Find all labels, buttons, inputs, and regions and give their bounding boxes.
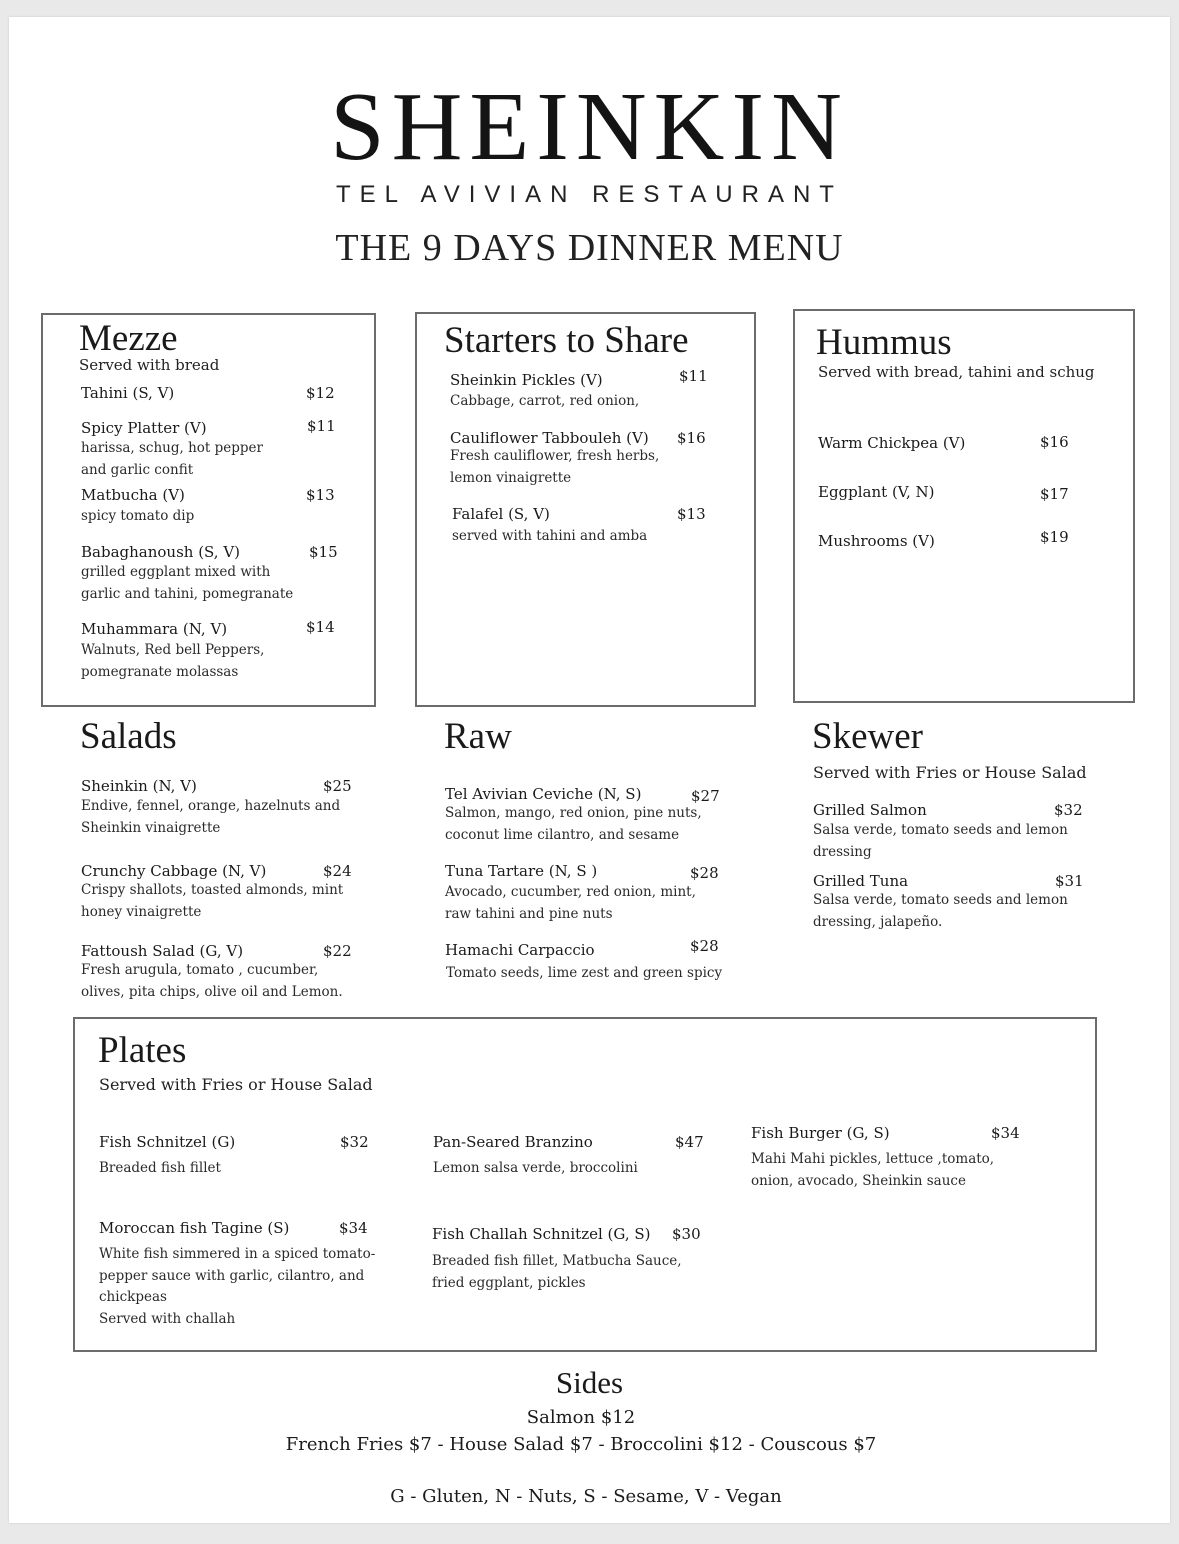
- item-price: $27: [691, 787, 720, 805]
- item-price: $34: [991, 1124, 1020, 1142]
- item-name: Grilled Tuna: [813, 872, 909, 890]
- item-description: Cabbage, carrot, red onion,: [450, 393, 640, 409]
- item-price: $28: [690, 937, 719, 955]
- item-description: spicy tomato dip: [81, 508, 195, 524]
- item-name: Sheinkin Pickles (V): [450, 371, 603, 389]
- sides-line-2: French Fries $7 - House Salad $7 - Broccolini $12 - Couscous $7: [285, 1434, 877, 1455]
- item-price: $31: [1055, 872, 1084, 890]
- item-name: Matbucha (V): [81, 486, 185, 504]
- mezze-note: Served with bread: [79, 356, 220, 374]
- item-price: $32: [1054, 801, 1083, 819]
- restaurant-name: SHEINKIN: [330, 73, 849, 181]
- item-description: Avocado, cucumber, red onion, mint, raw tahini and pine nuts: [445, 884, 696, 922]
- menu-title: THE 9 DAYS DINNER MENU: [335, 227, 844, 269]
- item-price: $13: [306, 486, 335, 504]
- mezze-title: Mezze: [79, 318, 178, 359]
- item-name: Muhammara (N, V): [81, 620, 228, 638]
- item-description: Mahi Mahi pickles, lettuce ,tomato, onion, avocado, Sheinkin sauce: [751, 1151, 995, 1189]
- raw-title: Raw: [444, 716, 512, 757]
- item-price: $13: [677, 505, 706, 523]
- item-name: Fish Challah Schnitzel (G, S): [432, 1225, 651, 1243]
- item-name: Tuna Tartare (N, S ): [445, 862, 598, 880]
- item-name: Eggplant (V, N): [818, 483, 935, 501]
- restaurant-subtitle: TEL AVIVIAN RESTAURANT: [336, 181, 843, 208]
- item-name: Grilled Salmon: [813, 801, 927, 819]
- item-description: harissa, schug, hot pepper and garlic confit: [81, 440, 263, 478]
- sides-line-1: Salmon $12: [526, 1407, 636, 1428]
- item-name: Mushrooms (V): [818, 532, 935, 550]
- item-name: Moroccan fish Tagine (S): [99, 1219, 290, 1237]
- item-description: Crispy shallots, toasted almonds, mint honey vinaigrette: [81, 882, 344, 920]
- item-description: served with tahini and amba: [452, 528, 648, 544]
- plates-note: Served with Fries or House Salad: [99, 1075, 373, 1094]
- item-price: $30: [672, 1225, 701, 1243]
- item-description: grilled eggplant mixed with garlic and tahini, pomegranate: [81, 564, 294, 602]
- starters-title: Starters to Share: [444, 320, 689, 361]
- item-name: Fish Burger (G, S): [751, 1124, 890, 1142]
- item-name: Babaghanoush (S, V): [81, 543, 241, 561]
- sides-title: Sides: [555, 1365, 624, 1400]
- item-price: $14: [306, 618, 335, 636]
- item-description: Walnuts, Red bell Peppers, pomegranate molassas: [81, 642, 265, 680]
- item-price: $16: [677, 429, 706, 447]
- item-name: Tel Avivian Ceviche (N, S): [445, 785, 642, 803]
- item-description: Salmon, mango, red onion, pine nuts, coconut lime cilantro, and sesame: [445, 805, 702, 843]
- item-name: Hamachi Carpaccio: [445, 941, 595, 959]
- item-name: Tahini (S, V): [81, 384, 175, 402]
- item-name: Fish Schnitzel (G): [99, 1133, 236, 1151]
- skewer-note: Served with Fries or House Salad: [813, 763, 1087, 782]
- item-price: $19: [1040, 528, 1069, 546]
- item-name: Warm Chickpea (V): [818, 434, 966, 452]
- item-description: Tomato seeds, lime zest and green spicy: [446, 965, 723, 981]
- item-price: $47: [675, 1133, 704, 1151]
- item-price: $12: [306, 384, 335, 402]
- item-price: $32: [340, 1133, 369, 1151]
- salads-title: Salads: [80, 716, 177, 757]
- item-price: $11: [679, 367, 708, 385]
- item-price: $24: [323, 862, 352, 880]
- item-name: Pan-Seared Branzino: [433, 1133, 593, 1151]
- plates-title: Plates: [98, 1030, 187, 1071]
- skewer-title: Skewer: [812, 716, 923, 757]
- item-price: $17: [1040, 485, 1069, 503]
- item-price: $15: [309, 543, 338, 561]
- item-name: Sheinkin (N, V): [81, 777, 197, 795]
- item-description: Salsa verde, tomato seeds and lemon dressing: [813, 822, 1068, 860]
- item-description: Lemon salsa verde, broccolini: [433, 1160, 638, 1176]
- item-description: Breaded fish fillet, Matbucha Sauce, fried eggplant, pickles: [432, 1253, 682, 1291]
- item-description: Fresh arugula, tomato , cucumber, olives, pita chips, olive oil and Lemon.: [81, 962, 343, 1000]
- item-description: White fish simmered in a spiced tomato- pepper sauce with garlic, cilantro, and chickpeas Served with challah: [99, 1246, 376, 1327]
- item-description: Breaded fish fillet: [99, 1160, 221, 1176]
- allergen-legend: G - Gluten, N - Nuts, S - Sesame, V - Vegan: [390, 1486, 782, 1507]
- item-price: $25: [323, 777, 352, 795]
- item-name: Falafel (S, V): [452, 505, 550, 523]
- item-price: $34: [339, 1219, 368, 1237]
- item-price: $28: [690, 864, 719, 882]
- item-price: $22: [323, 942, 352, 960]
- item-price: $11: [307, 417, 336, 435]
- item-name: Fattoush Salad (G, V): [81, 942, 244, 960]
- item-description: Salsa verde, tomato seeds and lemon dressing, jalapeño.: [813, 892, 1068, 930]
- item-description: Fresh cauliflower, fresh herbs, lemon vinaigrette: [450, 448, 660, 486]
- item-name: Cauliflower Tabbouleh (V): [450, 429, 649, 447]
- hummus-title: Hummus: [816, 322, 952, 363]
- hummus-note: Served with bread, tahini and schug: [818, 363, 1095, 381]
- item-price: $16: [1040, 433, 1069, 451]
- item-description: Endive, fennel, orange, hazelnuts and Sheinkin vinaigrette: [81, 798, 341, 836]
- item-name: Spicy Platter (V): [81, 419, 207, 437]
- item-name: Crunchy Cabbage (N, V): [81, 862, 267, 880]
